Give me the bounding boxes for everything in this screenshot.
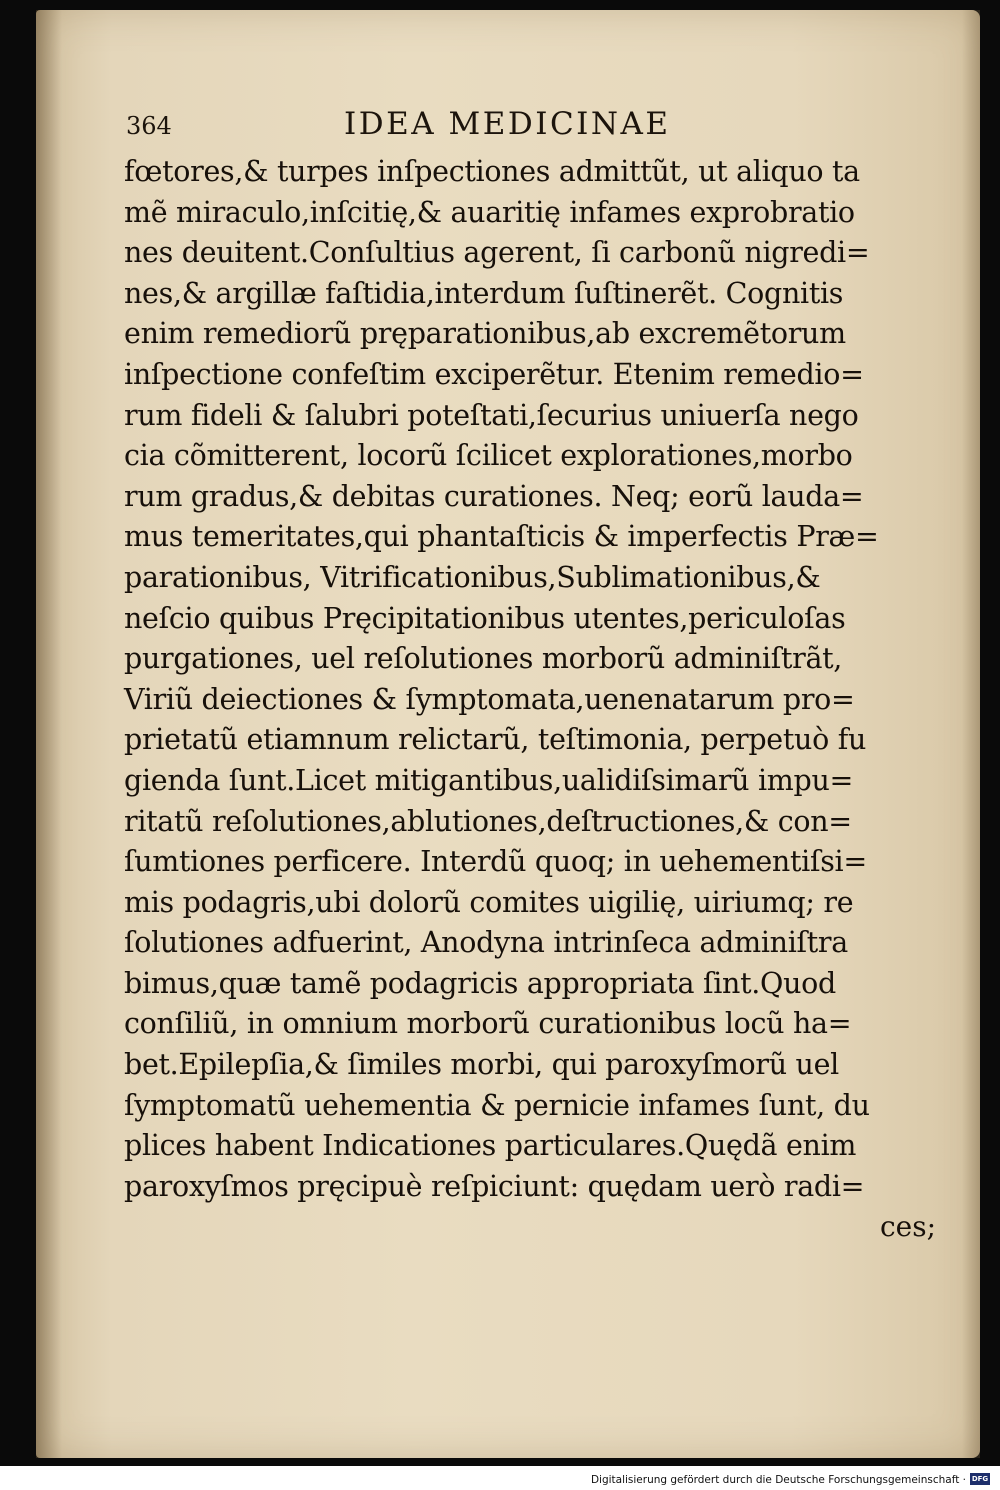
page-number: 364 bbox=[126, 112, 172, 140]
text-line: paroxyſmos pręcipuè reſpiciunt: quędam uerò radi= bbox=[124, 1169, 865, 1203]
gutter-shadow bbox=[36, 10, 62, 1458]
text-line: Viriũ deiectiones & ſymptomata,uenenatarum pro= bbox=[124, 682, 855, 716]
text-line: ſymptomatũ uehementia & pernicie infames ſunt, du bbox=[124, 1088, 870, 1122]
text-line: mis podagris,ubi dolorũ comites uigilię, uiriumq; re bbox=[124, 885, 854, 919]
body-text bbox=[124, 152, 944, 1207]
text-line: mẽ miraculo,inſcitię,& auaritię infames exprobratio bbox=[124, 195, 855, 229]
text-line: conſiliũ, in omnium morborũ curationibus locũ ha= bbox=[124, 1007, 852, 1041]
text-line: neſcio quibus Pręcipitationibus utentes,periculoſas bbox=[124, 601, 846, 635]
text-line: enim remediorũ pręparationibus,ab excremẽtorum bbox=[124, 317, 846, 351]
text-line: rum gradus,& debitas curationes. Neq; eorũ lauda= bbox=[124, 479, 864, 513]
text-line: fœtores,& turpes inſpectiones admittũt, ut aliquo ta bbox=[124, 155, 860, 188]
text-line: bimus,quæ tamẽ podagricis appropriata ſint.Quod bbox=[124, 966, 836, 1000]
text-line: prietatũ etiamnum relictarũ, teſtimonia, perpetuò fu bbox=[124, 723, 867, 757]
text-line: gienda ſunt.Licet mitigantibus,ualidiſsimarũ impu= bbox=[124, 763, 854, 797]
text-line: nes deuitent.Conſultius agerent, ſi carbonũ nigredi= bbox=[124, 236, 870, 270]
text-line: rum fideli & ſalubri poteſtati,ſecurius uniuerſa nego bbox=[124, 398, 859, 432]
text-line: ſolutiones adfuerint, Anodyna intrinſeca adminiſtra bbox=[124, 926, 848, 960]
dfg-logo: DFG bbox=[971, 1475, 989, 1483]
text-line: mus temeritates,qui phantaſticis & imperfectis Præ= bbox=[124, 520, 879, 554]
page-edge-shadow bbox=[962, 10, 980, 1458]
text-line: bet.Epilepſia,& ſimiles morbi, qui paroxyſmorũ uel bbox=[124, 1048, 839, 1082]
text-line: ritatũ reſolutiones,ablutiones,deſtructiones,& con= bbox=[124, 804, 852, 838]
text-line: ſumtiones perficere. Interdũ quoq; in uehementiſsi= bbox=[124, 845, 867, 879]
text-line: parationibus, Vitrificationibus,Sublimationibus,& bbox=[124, 560, 821, 594]
catchword: ces; bbox=[880, 1210, 937, 1243]
running-head: IDEA MEDICINAE bbox=[344, 106, 671, 142]
text-line: plices habent Indicationes particulares.Quędã enim bbox=[124, 1129, 857, 1163]
text-line: purgationes, uel reſolutiones morborũ adminiſtrãt, bbox=[124, 642, 843, 676]
text-line: inſpectione confeſtim exciperẽtur. Etenim remedio= bbox=[124, 357, 864, 391]
text-line: nes,& argillæ faſtidia,interdum ſuſtinerẽt. Cognitis bbox=[124, 276, 844, 310]
text-line: cia cõmitterent, locorũ ſcilicet explorationes,morbo bbox=[124, 439, 853, 473]
digitization-credit: Digitalisierung gefördert durch die Deutsche Forschungsgemeinschaft · bbox=[590, 1474, 966, 1486]
